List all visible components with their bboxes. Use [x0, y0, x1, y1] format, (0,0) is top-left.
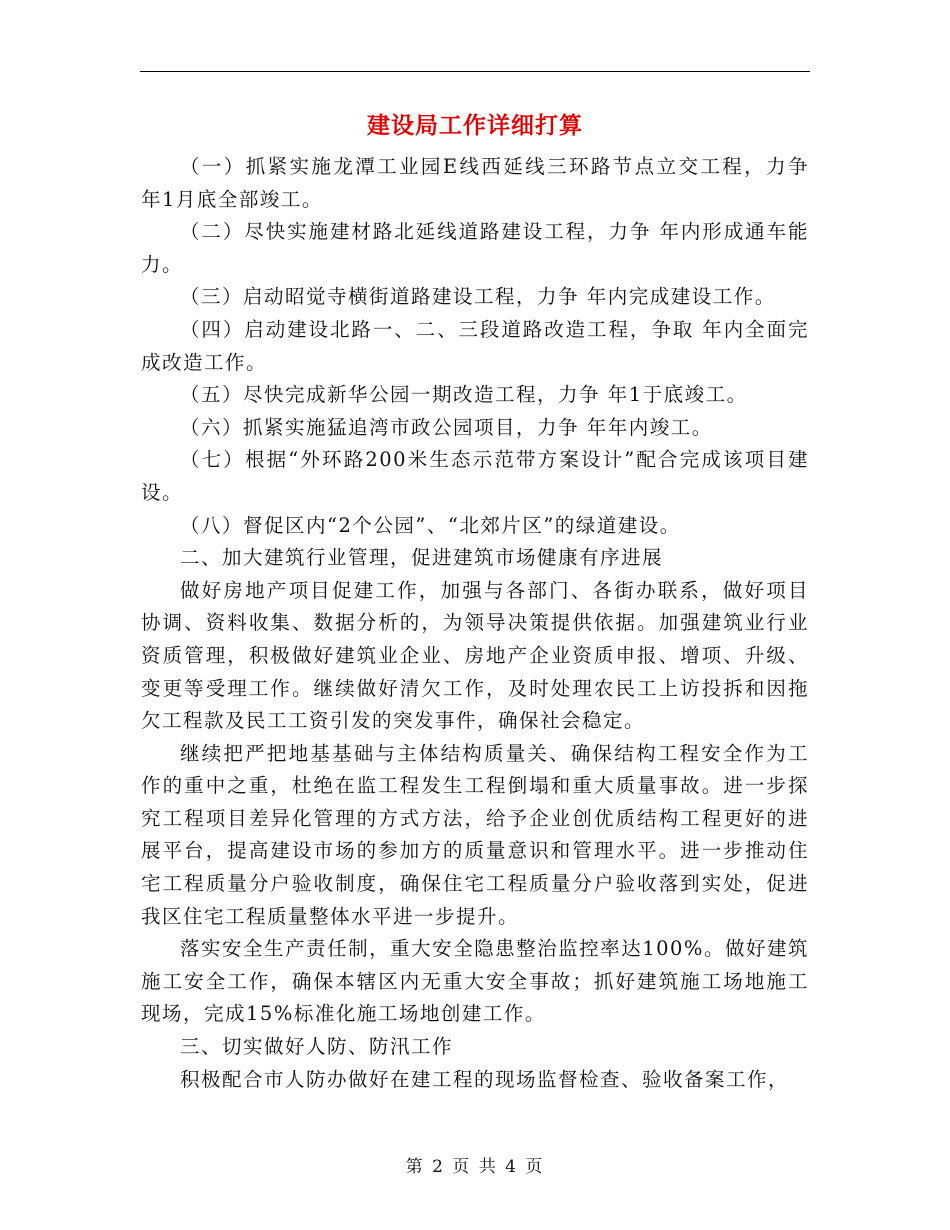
page-number-footer: 第 2 页 共 4 页: [405, 1157, 545, 1177]
paragraph: （七）根据“外环路200米生态示范带方案设计”配合完成该项目建设。: [141, 448, 809, 504]
paragraph: （二）尽快实施建材路北延线道路建设工程，力争 年内形成通车能力。: [141, 220, 809, 276]
paragraph: （六）抓紧实施猛追湾市政公园项目，力争 年年内竣工。: [180, 415, 713, 439]
document-body: [141, 151, 809, 1096]
paragraph: 继续把严把地基基础与主体结构质量关、确保结构工程安全作为工作的重中之重，杜绝在监工程发生工程倒塌和重大质量事故。进一步探究工程项目差异化管理的方式方法，给予企业创优质结构工程更好的进展平台，提高建设市场的参加方的质量意识和管理水平。进一步推动住宅工程质量分户验收制度，确保住宅工程质量分户验收落到实处，促进我区住宅工程质量整体水平进一步提升。: [141, 741, 809, 928]
paragraph: （四）启动建设北路一、二、三段道路改造工程，争取 年内全面完成改造工作。: [141, 317, 809, 374]
paragraph: 做好房地产项目促建工作，加强与各部门、各街办联系，做好项目协调、资料收集、数据分析的，为领导决策提供依据。加强建筑业行业资质管理，积极做好建筑业企业、房地产企业资质申报、增项、升级、变更等受理工作。继续做好清欠工作，及时处理农民工上访投拆和因拖欠工程款及民工工资引发的突发事件，确保社会稳定。: [141, 578, 809, 733]
header-rule: [140, 71, 810, 72]
paragraph: （三）启动昭觉寺横街道路建设工程，力争 年内完成建设工作。: [180, 285, 776, 309]
paragraph: 落实安全生产责任制，重大安全隐患整治监控率达100%。做好建筑施工安全工作，确保本辖区内无重大安全事故；抓好建筑施工场地施工现场，完成15%标准化施工场地创建工作。: [141, 937, 809, 1026]
paragraph: （五）尽快完成新华公园一期改造工程，力争 年1于底竣工。: [180, 383, 748, 407]
section-heading: 二、加大建筑行业管理，促进建筑市场健康有序进展: [180, 546, 664, 570]
paragraph: （一）抓紧实施龙潭工业园E线西延线三环路节点立交工程，力争 年1月底全部竣工。: [141, 155, 809, 211]
document-title: 建设局工作详细打算: [367, 112, 583, 139]
paragraph: （八）督促区内“2个公园”、“北郊片区”的绿道建设。: [180, 513, 681, 537]
paragraph: 积极配合市人防办做好在建工程的现场监督检查、验收备案工作，: [180, 1067, 790, 1091]
section-heading: 三、切实做好人防、防汛工作: [180, 1035, 454, 1059]
